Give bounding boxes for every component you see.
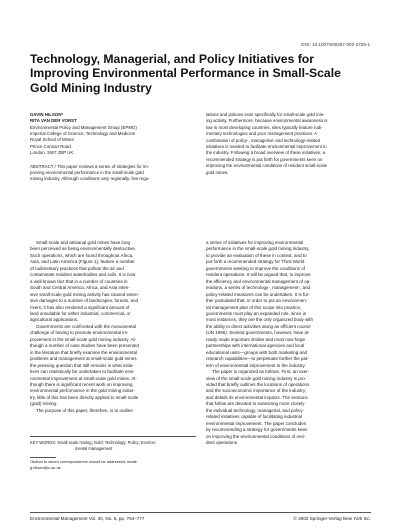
body-line: South and Central America, Africa, and Asia inten- — [30, 285, 130, 291]
body-line: contaminate resident waterbodies and soils. It is now — [30, 272, 136, 278]
abstract-line: recommended strategy is put forth for governments keen on — [206, 156, 323, 162]
body-line: been perceived as being environmentally destructive. — [30, 246, 137, 252]
affiliation-line: Environmental Policy and Management Group (EPMG) — [30, 124, 137, 130]
author-footnote — [30, 459, 196, 471]
journal-citation: Environmental Management Vol. 30, No. 6, pp. 764–777 — [30, 515, 145, 521]
body-line: dent operations. — [206, 440, 239, 446]
body-line: that follow are devoted to examining more closely — [206, 401, 305, 407]
body-line: vided that briefly outlines the locations of operations — [206, 381, 310, 387]
body-line: (gold) mining. — [30, 401, 58, 407]
body-line: most instances, they are the only organized body with — [206, 317, 314, 323]
body-line: Governments are confronted with the monumental — [36, 323, 137, 329]
body-line: though there is significant recent work on improving — [30, 381, 133, 387]
abstract-line: low in most developing countries, sites typically feature rudi- — [206, 124, 323, 130]
body-line: tives can realistically be undertaken to facilitate envi- — [30, 369, 135, 375]
body-line: resident operations. It will be argued that, to improve — [206, 272, 311, 278]
body-line: the efficiency and environmental management of op- — [206, 278, 311, 284]
body-line: environmental performance in the gold mining indus- — [30, 388, 135, 394]
body-line: a well-known fact that in a number of countries in — [30, 278, 128, 284]
abstract-line: improving the environmental conditions of resident small-scale — [206, 163, 328, 169]
abstract-line: combination of policy-, managerial- and technology-related — [206, 137, 320, 143]
abstract-line: ABSTRACT / This paper reviews a series of strategies for im- — [30, 163, 150, 169]
abstract-line: lations and policies exist specifically for small-scale gold min- — [206, 112, 325, 117]
body-line: the ability to direct activities along an efficient course — [206, 323, 311, 329]
abstract-line: proving environmental performance in the small-scale gold — [30, 169, 144, 175]
body-line: partnerships with international agencies and local — [206, 343, 305, 349]
body-line: try, little of this has been directly applied to small-scale — [30, 394, 139, 400]
footer-divider — [30, 512, 371, 513]
body-line: though a number of case studies have been presented — [30, 343, 139, 349]
body-line: provement in the small-scale gold mining industry. Al- — [30, 336, 136, 342]
body-line: land unsuitable for either industrial, commercial, or — [30, 310, 131, 316]
body-line: to provide an evaluation of these in context, and to — [206, 252, 307, 258]
body-column-right — [206, 240, 372, 447]
body-line: governments seeking to improve the conditions of — [206, 265, 306, 271]
body-column-left — [30, 240, 196, 414]
body-line: (UN 1996). Several governments, however, have al- — [206, 330, 310, 336]
body-line: and the socioeconomic importance of the industry, — [206, 388, 306, 394]
body-line: sive damages to a number of landscapes, forests, and — [30, 298, 139, 304]
abstract-line: mining industry. Although conditions vary regionally, few regu- — [30, 176, 150, 182]
keywords-divider — [30, 436, 196, 437]
abstract-continuation — [206, 112, 372, 176]
affiliation-line: Prince Consort Road — [30, 143, 71, 149]
body-line: view of the small-scale gold mining industry is pro- — [206, 375, 307, 381]
abstract-line: the industry. Following a broad overview of these initiatives, a — [206, 150, 326, 156]
author-name: RITA VAN DER VORST — [30, 118, 77, 124]
body-line: ronmental improvement at small-scale gold mines. Al- — [30, 375, 137, 381]
body-line: by recommending a strategy for governments keen — [206, 427, 308, 433]
keywords-block — [30, 440, 196, 452]
author-list — [30, 112, 77, 125]
body-line: a series of initiatives for improving environmental — [206, 240, 304, 245]
abstract-start — [30, 164, 195, 183]
doi-label: DOI: 10.1007/s00267-002-2729-1 — [301, 42, 370, 47]
body-line: ready made important strides and must now forge — [206, 336, 306, 342]
footnote-line: g.hilson@ic.ac.uk — [30, 464, 61, 470]
body-line: and details its environmental impacts. The sections — [206, 394, 308, 400]
abstract-line: initiatives is needed to facilitate environmental improvement in — [206, 144, 327, 150]
body-line: The paper is organized as follows. First, an over- — [212, 369, 310, 375]
copyright-notice: © 2002 Springer-Verlag New York Inc. — [293, 515, 371, 521]
body-line: governments must play an expanded role, since in — [206, 310, 307, 316]
body-line: performance in the small-scale gold mining industry, — [206, 246, 310, 252]
footnote-line: *Author to whom correspondence should be addressed; email: — [30, 459, 138, 464]
body-line: in the literature that briefly examine the environmental — [30, 349, 138, 355]
body-line: related initiatives capable of facilitating industrial — [206, 414, 303, 420]
footnote-divider — [30, 457, 56, 458]
body-line: Such operations, which are found throughout Africa, — [30, 252, 134, 258]
abstract-line: mentary technologies and poor management practices. A — [206, 131, 318, 137]
body-line: agricultural applications. — [30, 317, 79, 323]
body-line: The purpose of this paper, therefore, is to outline — [36, 407, 133, 413]
paper-title: Technology, Managerial, and Policy Initiatives for Improving Environmental Performance in Small-Scale Gold Mining Industry — [30, 52, 341, 95]
affiliation-line: London, SW7 2BP UK — [30, 150, 74, 156]
body-line: the individual technology, managerial, and policy- — [206, 407, 304, 413]
affiliation-line: Royal School of Mines — [30, 137, 74, 143]
body-line: the pressing question that still remains is what initia- — [30, 362, 134, 368]
body-line: ther postulated that, in order to put an environmen- — [206, 298, 308, 304]
keywords-line: KEY WORDS: Small-scale mining; Gold; Technology; Policy; Environ- — [30, 439, 157, 445]
body-line: tern of environmental improvement in the industry. — [206, 362, 306, 368]
body-line: policy-related measures can be undertaken. It is fur- — [206, 291, 310, 297]
body-line: research capabilities—to perpetuate further the pat- — [206, 356, 309, 362]
keywords-line: mental management — [75, 445, 113, 451]
body-line: on improving the environmental conditions of resi- — [206, 433, 306, 439]
affiliation-line: Imperial College of Science, Technology and Medicine — [30, 130, 136, 136]
body-line: erations, a series of technology-, management-, and — [206, 285, 311, 291]
abstract-line: ing activity. Furthermore, because environmental awareness is — [206, 118, 328, 124]
body-line: problems and management at small-scale gold mines, — [30, 356, 138, 362]
author-affiliation — [30, 125, 137, 157]
body-line: Small-scale and artisanal gold mines have long — [36, 240, 131, 245]
body-line: Asia, and Latin America (Figure 1), feature a number — [30, 259, 135, 265]
body-line: environmental improvement. The paper concludes — [206, 420, 306, 426]
body-line: challenge of having to promote environmental im- — [30, 330, 129, 336]
author-name: GAVIN HILSON* — [30, 112, 64, 117]
abstract-line: gold mines. — [206, 169, 229, 175]
body-line: educational units—groups with both marketing and — [206, 349, 308, 355]
body-line: of rudimentary practices that pollute the air and — [30, 265, 124, 271]
body-line: put forth a recommended strategy for Third World — [206, 259, 305, 265]
body-line: sive small-scale gold mining activity has caused exten- — [30, 291, 140, 297]
body-line: tal management plan of this scope into practice, — [206, 304, 302, 310]
body-line: rivers; it has also rendered a significant amount of — [30, 304, 130, 310]
